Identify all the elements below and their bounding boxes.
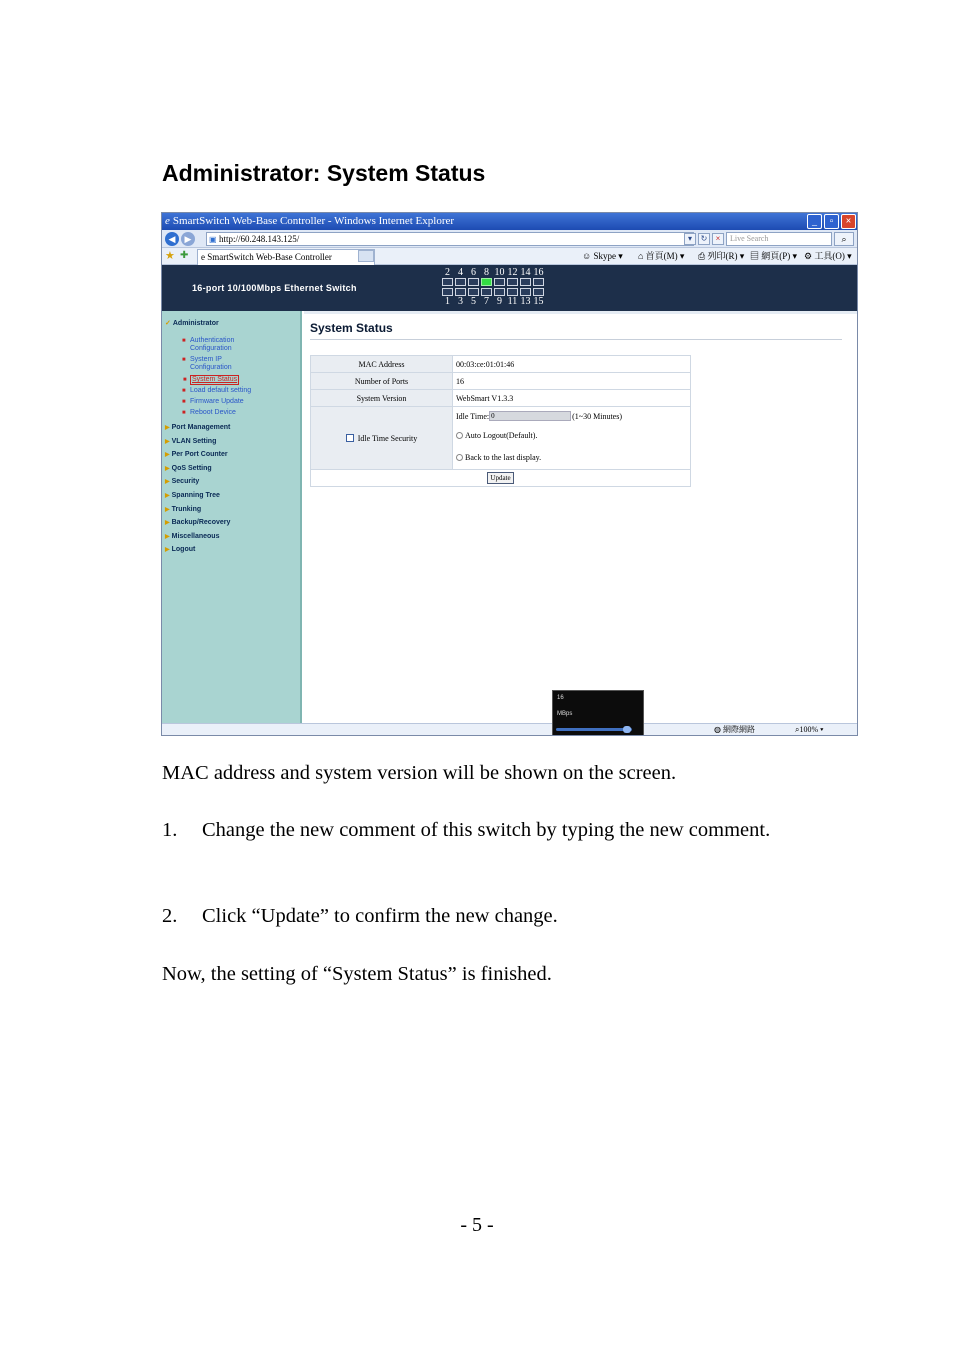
- version-value: WebSmart V1.3.3: [453, 390, 691, 407]
- port-number-label: 15: [533, 296, 544, 307]
- internet-zone: ◍ 網際網路: [714, 725, 755, 734]
- arrow-icon: ▶: [165, 493, 170, 499]
- mac-label: MAC Address: [311, 356, 453, 373]
- sidebar-item-spanning-tree[interactable]: ▶ Spanning Tree: [165, 492, 220, 499]
- arrow-icon: ▶: [165, 439, 170, 445]
- add-favorite-icon[interactable]: ✚: [180, 250, 189, 261]
- list-item: [162, 902, 858, 931]
- port-numbers-bottom: [442, 297, 544, 307]
- port-10-icon[interactable]: [494, 278, 505, 286]
- port-7-icon[interactable]: [481, 288, 492, 296]
- search-icon[interactable]: ⌕: [834, 232, 854, 246]
- port-9-icon[interactable]: [494, 288, 505, 296]
- port-numbers-top: [442, 268, 544, 278]
- port-number-label: 9: [497, 296, 502, 307]
- sidebar-item-logout[interactable]: ▶ Logout: [165, 546, 196, 553]
- step-number: 1.: [162, 819, 178, 841]
- search-input[interactable]: Live Search: [726, 232, 832, 246]
- port-number-label: 7: [484, 296, 489, 307]
- table-row: [311, 470, 691, 487]
- skype-button[interactable]: ☺ Skype ▾: [582, 251, 623, 261]
- refresh-icon[interactable]: ↻: [698, 233, 710, 245]
- sidebar-item-port-management[interactable]: ▶ Port Management: [165, 424, 231, 431]
- sidebar-item-trunking[interactable]: ▶ Trunking: [165, 506, 202, 513]
- port-16-icon[interactable]: [533, 278, 544, 286]
- sidebar-subitem-system-ip[interactable]: ■ System IP Configuration: [182, 356, 232, 371]
- port-number-label: 3: [458, 296, 463, 307]
- port-number-label: 11: [507, 296, 518, 307]
- list-item: [162, 816, 858, 845]
- port-number-label: 2: [445, 267, 450, 278]
- idle-options-cell: [453, 407, 691, 470]
- address-bar: [162, 230, 857, 248]
- title-rule: [310, 339, 842, 340]
- port-number-label: 13: [520, 296, 531, 307]
- step-number: 2.: [162, 905, 178, 927]
- content-pane: [304, 311, 857, 723]
- checkmark-icon: ✓: [165, 320, 171, 327]
- table-row: [311, 390, 691, 407]
- status-table: [310, 355, 691, 487]
- port-number-label: 6: [471, 267, 476, 278]
- table-row: [311, 407, 691, 470]
- port-row-top: [442, 278, 544, 286]
- step-text: Click “Update” to confirm the new change.: [202, 905, 558, 927]
- port-15-icon[interactable]: [533, 288, 544, 296]
- home-button[interactable]: ⌂ 首頁(M) ▾: [638, 251, 685, 261]
- sidebar-item-qos[interactable]: ▶ QoS Setting: [165, 465, 212, 472]
- port-14-icon[interactable]: [520, 278, 531, 286]
- auto-logout-label: Auto Logout(Default).: [465, 431, 538, 440]
- back-to-last-radio[interactable]: [456, 454, 463, 461]
- idle-time-label: Idle Time:: [456, 411, 490, 421]
- page-icon: ▤: [750, 251, 760, 261]
- window-controls: [807, 214, 856, 229]
- outro-paragraph: Now, the setting of “System Status” is finished.: [162, 963, 552, 985]
- overlay-value: 16: [557, 695, 564, 701]
- tools-menu[interactable]: ⚙ 工具(O) ▾: [804, 251, 852, 261]
- tab-icon: e: [201, 252, 208, 262]
- back-icon[interactable]: ◀: [165, 232, 179, 246]
- port-number-label: 1: [445, 296, 450, 307]
- sidebar-subitem-authentication[interactable]: ■ Authentication Configuration: [182, 337, 235, 352]
- close-icon[interactable]: ×: [841, 214, 856, 229]
- sidebar-subitem-system-status[interactable]: ■ System Status: [183, 376, 238, 383]
- bullet-icon: ■: [182, 388, 186, 394]
- arrow-icon: ▶: [165, 507, 170, 513]
- arrow-icon: ▶: [165, 547, 170, 553]
- banner-title: 16-port 10/100Mbps Ethernet Switch: [192, 283, 357, 293]
- page-title: System Status: [310, 321, 393, 335]
- dropdown-icon[interactable]: ▾: [684, 233, 696, 245]
- sidebar-item-per-port-counter[interactable]: ▶ Per Port Counter: [165, 451, 228, 458]
- gear-icon: ⚙: [804, 251, 813, 261]
- ports-label: Number of Ports: [311, 373, 453, 390]
- port-3-icon[interactable]: [455, 288, 466, 296]
- overlay-bar: [556, 728, 632, 731]
- new-tab-button[interactable]: [358, 250, 374, 262]
- url-field[interactable]: [206, 232, 694, 246]
- port-4-icon[interactable]: [455, 278, 466, 286]
- sidebar-item-backup-recovery[interactable]: ▶ Backup/Recovery: [165, 519, 231, 526]
- zoom-icon: ⌕: [795, 725, 800, 734]
- sidebar-item-miscellaneous[interactable]: ▶ Miscellaneous: [165, 533, 220, 540]
- sidebar: [162, 311, 302, 723]
- port-number-label: 8: [484, 267, 489, 278]
- browser-statusbar: [162, 723, 857, 736]
- arrow-icon: ▶: [165, 534, 170, 540]
- auto-logout-radio[interactable]: [456, 432, 463, 439]
- port-number-label: 5: [471, 296, 476, 307]
- port-number-label: 12: [507, 267, 518, 278]
- port-5-icon[interactable]: [468, 288, 479, 296]
- forward-icon[interactable]: ▶: [181, 232, 195, 246]
- skype-icon: ☺: [582, 251, 592, 261]
- table-row: [311, 373, 691, 390]
- bullet-icon: ■: [182, 357, 186, 363]
- print-button[interactable]: ⎙ 列印(R) ▾: [698, 251, 745, 261]
- arrow-icon: ▶: [165, 466, 170, 472]
- bullet-icon: ■: [182, 338, 186, 344]
- print-icon: ⎙: [698, 251, 706, 261]
- port-12-icon[interactable]: [507, 278, 518, 286]
- arrow-icon: ▶: [165, 520, 170, 526]
- port-11-icon[interactable]: [507, 288, 518, 296]
- table-row: [311, 356, 691, 373]
- overlay-knob[interactable]: [623, 726, 631, 733]
- port-number-label: 10: [494, 267, 505, 278]
- sidebar-item-vlan[interactable]: ▶ VLAN Setting: [165, 438, 217, 445]
- port-2-icon[interactable]: [442, 278, 453, 286]
- back-to-last-label: Back to the last display.: [465, 453, 542, 462]
- port-1-icon[interactable]: [442, 288, 453, 296]
- page-menu[interactable]: ▤ 網頁(P) ▾: [750, 251, 798, 261]
- idle-time-input[interactable]: 0: [489, 411, 571, 421]
- idle-time-range: (1~30 Minutes): [572, 411, 623, 421]
- bullet-icon: ■: [182, 399, 186, 405]
- mac-value: 00:03:ce:01:01:46: [453, 356, 691, 373]
- sidebar-item-administrator[interactable]: ✓ Administrator: [165, 320, 219, 327]
- stop-icon[interactable]: ×: [712, 233, 724, 245]
- step-text: Change the new comment of this switch by typing the new comment.: [202, 819, 771, 841]
- tab-title: SmartSwitch Web-Base Controller: [207, 252, 332, 262]
- page-icon: ▣: [209, 235, 217, 244]
- browser-screenshot: [161, 212, 858, 736]
- arrow-icon: ▶: [165, 479, 170, 485]
- port-row-bottom: [442, 288, 544, 296]
- version-label: System Version: [311, 390, 453, 407]
- idle-security-checkbox[interactable]: [346, 434, 354, 442]
- update-button[interactable]: Update: [487, 472, 513, 484]
- url-text: http://60.248.143.125/: [219, 234, 300, 244]
- idle-security-cell: [311, 407, 453, 470]
- intro-paragraph: MAC address and system version will be shown on the screen.: [162, 762, 677, 784]
- arrow-icon: ▶: [165, 452, 170, 458]
- port-8-icon[interactable]: [481, 278, 492, 286]
- port-number-label: 16: [533, 267, 544, 278]
- window-title: SmartSwitch Web-Base Controller - Windows Internet Explorer: [172, 215, 455, 227]
- ports-value: 16: [453, 373, 691, 390]
- sidebar-item-security[interactable]: ▶ Security: [165, 478, 200, 485]
- section-heading: Administrator: System Status: [162, 160, 486, 186]
- favorites-star-icon[interactable]: ★: [165, 250, 175, 262]
- ie-icon: e: [165, 215, 170, 227]
- window-titlebar: [162, 213, 857, 230]
- bullet-icon: ■: [183, 377, 187, 383]
- bullet-icon: ■: [182, 410, 186, 416]
- page-number: - 5 -: [460, 1214, 494, 1236]
- browser-toolbar: [162, 248, 857, 265]
- content-divider: [304, 311, 857, 314]
- idle-security-label: Idle Time Security: [357, 433, 418, 443]
- overlay-unit: MBps: [557, 711, 573, 717]
- sidebar-subitem-firmware-update[interactable]: ■ Firmware Update: [182, 398, 244, 405]
- bandwidth-overlay: [552, 690, 644, 736]
- minimize-icon[interactable]: _: [807, 214, 822, 229]
- device-banner: [162, 265, 857, 311]
- sidebar-subitem-reboot[interactable]: ■ Reboot Device: [182, 409, 236, 416]
- port-number-label: 4: [458, 267, 463, 278]
- port-number-label: 14: [520, 267, 531, 278]
- maximize-icon[interactable]: ▫: [824, 214, 839, 229]
- port-13-icon[interactable]: [520, 288, 531, 296]
- arrow-icon: ▶: [165, 425, 170, 431]
- port-6-icon[interactable]: [468, 278, 479, 286]
- browser-tab[interactable]: [197, 249, 375, 265]
- sidebar-subitem-load-default[interactable]: ■ Load default setting: [182, 387, 252, 394]
- globe-icon: ◍: [714, 725, 721, 734]
- zoom-control[interactable]: ⌕100% ▾: [795, 725, 824, 734]
- home-icon: ⌂: [638, 251, 644, 261]
